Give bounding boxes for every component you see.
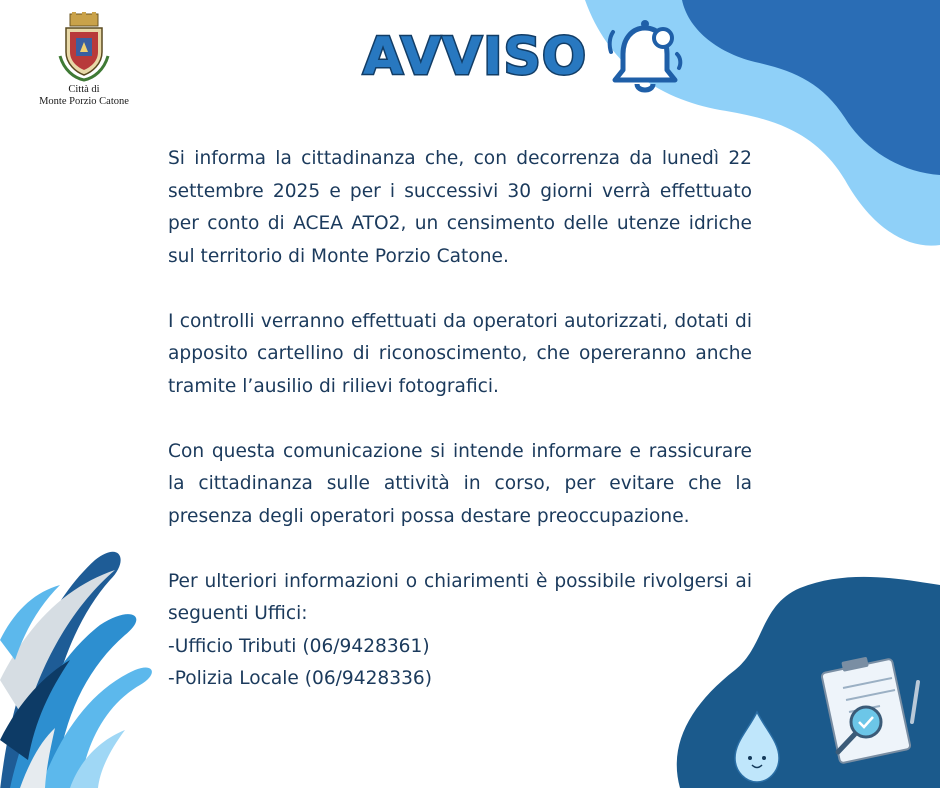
paragraph-3: Con questa comunicazione si intende informare e rassicurare la cittadinanza sulle attività in corso, per evitare che la presenza degli operatori possa destare preoccupazione. xyxy=(168,440,752,527)
page-title xyxy=(360,20,590,90)
town-name-line2: Monte Porzio Catone xyxy=(39,96,129,107)
title-text: AVVISO xyxy=(362,27,588,87)
paragraph-2: I controlli verranno effettuati da operatori autorizzati, dotati di apposito cartellino di riconoscimento, che opereranno anche tramite l’ausilio di rilievi fotografici. xyxy=(168,310,752,397)
bell-icon xyxy=(605,14,685,98)
paragraph-1: Si informa la cittadinanza che, con decorrenza da lunedì 22 settembre 2025 e per i successivi 30 giorni verrà effettuato per conto di ACEA ATO2, un censimento delle utenze idriche sul territorio di Monte Porzio Catone. xyxy=(168,148,752,267)
office-polizia: -Polizia Locale (06/9428336) xyxy=(168,668,432,689)
notice-body xyxy=(168,143,752,696)
municipal-logo xyxy=(30,12,138,108)
town-name-line1: Città di xyxy=(68,84,100,95)
office-tributi: -Ufficio Tributi (06/9428361) xyxy=(168,635,430,657)
water-splash xyxy=(0,552,152,788)
contact-intro: Per ulteriori informazioni o chiarimenti è possibile rivolgersi ai seguenti Uffici: xyxy=(168,570,752,624)
coat-of-arms-icon xyxy=(56,12,112,84)
